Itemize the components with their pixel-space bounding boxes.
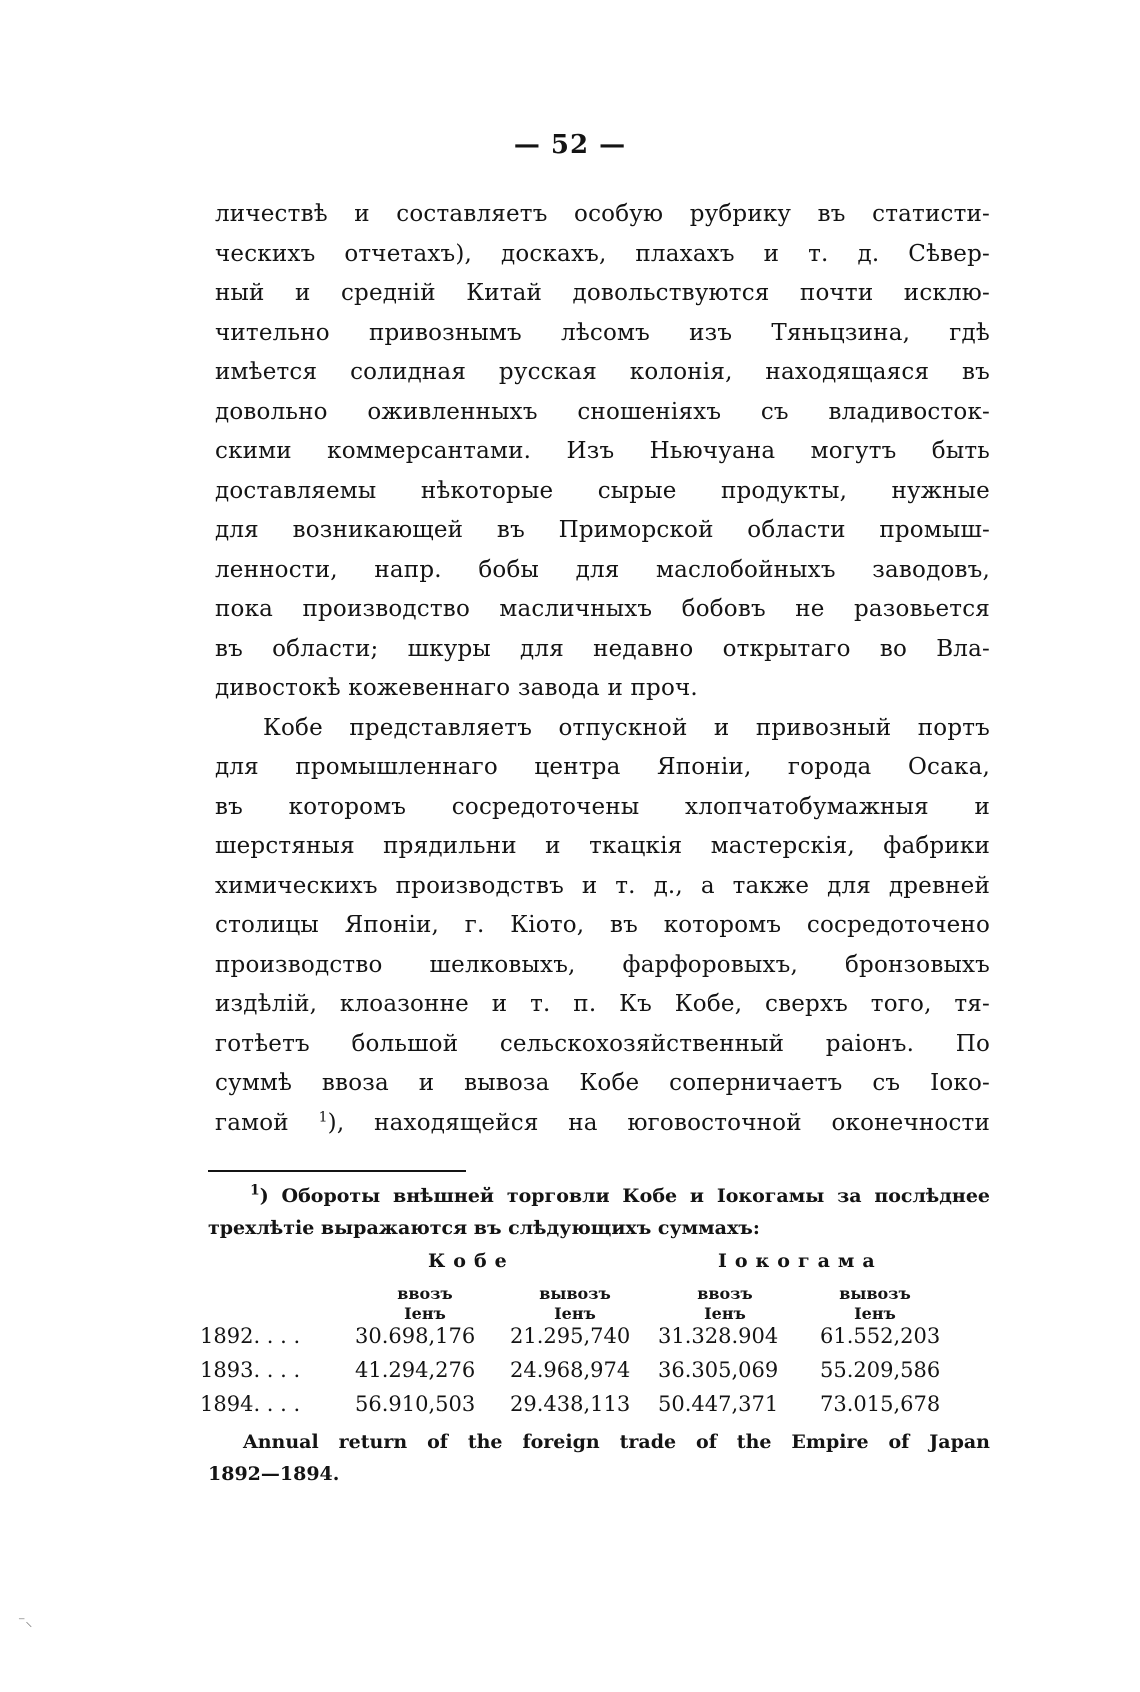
- text-line: въ которомъ сосредоточены хлопчатобумажныя и: [215, 793, 990, 820]
- text-line: [215, 1104, 990, 1144]
- value-cell: 24.968,974: [510, 1358, 631, 1382]
- text-line: чительно привознымъ лѣсомъ изъ Тяньцзина, гдѣ: [215, 319, 990, 346]
- footnote-reference: 1: [318, 1108, 328, 1125]
- table-row: [200, 1358, 1000, 1392]
- source-line: Annual return of the foreign trade of the Empire of Japan: [243, 1431, 990, 1453]
- year-cell: 1894. . . .: [200, 1392, 301, 1416]
- value-cell: 55.209,586: [820, 1358, 941, 1382]
- text-line: личествѣ и составляетъ особую рубрику въ статисти-: [215, 201, 990, 227]
- column-header: [360, 1284, 490, 1324]
- year-cell: 1893. . . .: [200, 1358, 301, 1382]
- margin-mark: ⁻⸜: [18, 1614, 33, 1630]
- year-cell: 1892. . . .: [200, 1324, 301, 1348]
- column-unit: Iенъ: [704, 1304, 746, 1323]
- column-label: ввозъ: [397, 1284, 453, 1303]
- text-fragment: ) Обороты внѣшней торговли Кобе и Iокогамы за послѣднее: [259, 1185, 990, 1207]
- text-line: ленности, напр. бобы для маслобойныхъ заводовъ,: [215, 556, 990, 583]
- group-header-kobe: Кобе: [428, 1250, 515, 1272]
- text-line: ный и среднiй Китай довольствуются почти исклю-: [215, 280, 990, 306]
- table-row: [200, 1392, 1000, 1426]
- column-header: [510, 1284, 640, 1324]
- text-line: готѣетъ большой сельскохозяйственный раiонъ. По: [215, 1030, 990, 1057]
- text-fragment: ), находящейся на юговосточной оконечности: [327, 1109, 990, 1136]
- text-line: дивостокѣ кожевеннаго завода и проч.: [215, 675, 698, 701]
- footnote-marker: 1: [250, 1182, 260, 1199]
- footnote-line: [208, 1180, 990, 1212]
- text-line: шерстяныя прядильни и ткацкiя мастерскiя, фабрики: [215, 833, 990, 859]
- column-label: вывозъ: [539, 1284, 611, 1303]
- text-line: для возникающей въ Приморской области промыш-: [215, 517, 990, 543]
- text-line: имѣется солидная русская колонiя, находящаяся въ: [215, 359, 990, 385]
- text-fragment: гамой: [215, 1109, 319, 1136]
- column-label: вывозъ: [839, 1284, 911, 1303]
- value-cell: 61.552,203: [820, 1324, 941, 1348]
- source-note: [208, 1426, 990, 1490]
- value-cell: 31.328.904: [658, 1324, 779, 1348]
- value-cell: 36.305,069: [658, 1358, 779, 1382]
- column-unit: Iенъ: [854, 1304, 896, 1323]
- column-header: [660, 1284, 790, 1324]
- text-line: издѣлiй, клоазонне и т. п. Къ Кобе, сверхъ того, тя-: [215, 991, 990, 1017]
- value-cell: 50.447,371: [658, 1392, 779, 1416]
- column-label: ввозъ: [697, 1284, 753, 1303]
- text-line: столицы Японiи, г. Кiото, въ которомъ сосредоточено: [215, 912, 990, 938]
- value-cell: 30.698,176: [355, 1324, 476, 1348]
- text-line: производство шелковыхъ, фарфоровыхъ, бронзовыхъ: [215, 951, 990, 978]
- text-line: для промышленнаго центра Японiи, города Осака,: [215, 754, 990, 780]
- text-line: ческихъ отчетахъ), доскахъ, плахахъ и т. д. Сѣвер-: [215, 240, 990, 267]
- text-line: доставляемы нѣкоторые сырые продукты, нужные: [215, 477, 990, 504]
- value-cell: 29.438,113: [510, 1392, 631, 1416]
- column-unit: Iенъ: [554, 1304, 596, 1323]
- value-cell: 73.015,678: [820, 1392, 941, 1416]
- source-line: 1892—1894.: [208, 1463, 340, 1485]
- text-line: пока производство масличныхъ бобовъ не разовьется: [215, 596, 990, 622]
- footnote: [208, 1180, 990, 1244]
- text-line: скими коммерсантами. Изъ Ньючуана могутъ быть: [215, 438, 990, 464]
- footnote-divider: [208, 1170, 466, 1172]
- table-row: [200, 1324, 1000, 1358]
- text-line: въ области; шкуры для недавно открытаго во Вла-: [215, 635, 990, 662]
- footnote-line: трехлѣтiе выражаются въ слѣдующихъ суммахъ:: [208, 1217, 760, 1239]
- value-cell: 56.910,503: [355, 1392, 476, 1416]
- text-line: довольно оживленныхъ сношенiяхъ съ владивосток-: [215, 398, 990, 425]
- value-cell: 41.294,276: [355, 1358, 476, 1382]
- group-header-yokohama: Iокогама: [718, 1250, 883, 1272]
- body-text: [215, 195, 990, 1143]
- text-line: Кобе представляетъ отпускной и привозный портъ: [263, 714, 990, 741]
- text-line: химическихъ производствъ и т. д., а также для древней: [215, 872, 990, 899]
- page-number: — 52 —: [513, 130, 627, 160]
- column-header: [810, 1284, 940, 1324]
- column-unit: Iенъ: [404, 1304, 446, 1323]
- text-line: суммѣ ввоза и вывоза Кобе соперничаетъ съ Iоко-: [215, 1070, 990, 1096]
- value-cell: 21.295,740: [510, 1324, 631, 1348]
